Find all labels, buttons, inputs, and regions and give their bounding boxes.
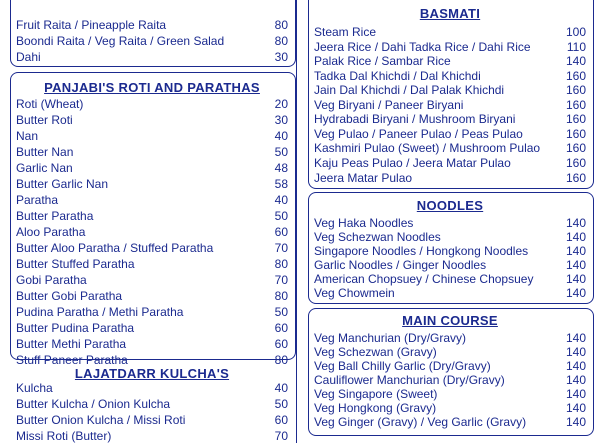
item-price: 20 (274, 97, 288, 111)
item-price: 80 (274, 34, 288, 48)
menu-item (16, 381, 288, 395)
item-price: 80 (274, 257, 288, 271)
item-price: 140 (565, 258, 586, 272)
item-name: Aloo Paratha (16, 225, 86, 239)
item-name: Roti (Wheat) (16, 97, 84, 111)
item-price: 110 (566, 40, 586, 54)
item-price: 50 (274, 209, 288, 223)
column-divider (296, 0, 297, 443)
roti-section-frame (10, 72, 296, 360)
main-course-section-frame (308, 308, 594, 436)
item-name: Veg Haka Noodles (314, 216, 414, 230)
item-name: Jeera Rice / Dahi Tadka Rice / Dahi Rice (314, 40, 531, 54)
item-price: 40 (274, 381, 288, 395)
item-price: 140 (565, 373, 586, 387)
section-heading-noodles: NOODLES (416, 198, 484, 213)
item-price: 140 (565, 230, 586, 244)
item-price: 160 (565, 127, 586, 141)
item-name: Butter Methi Paratha (16, 337, 127, 351)
item-name: Gobi Paratha (16, 273, 87, 287)
item-name: Butter Pudina Paratha (16, 321, 135, 335)
item-price: 58 (274, 177, 288, 191)
item-price: 140 (565, 216, 586, 230)
item-name: Kaju Peas Pulao / Jeera Matar Pulao (314, 156, 511, 170)
item-price: 60 (274, 225, 288, 239)
item-name: Veg Singapore (Sweet) (314, 387, 438, 401)
item-name: Veg Ginger (Gravy) / Veg Garlic (Gravy) (314, 415, 527, 429)
item-name: Veg Ball Chilly Garlic (Dry/Gravy) (314, 359, 491, 373)
item-price: 70 (274, 241, 288, 255)
item-price: 140 (565, 415, 586, 429)
item-price: 50 (274, 145, 288, 159)
item-name: Veg Hongkong (Gravy) (314, 401, 437, 415)
noodles-section-frame (308, 192, 594, 304)
item-name: Veg Schezwan (Gravy) (314, 345, 437, 359)
basmati-section-frame (308, 0, 594, 189)
item-price: 70 (274, 273, 288, 287)
item-name: Tadka Dal Khichdi / Dal Khichdi (314, 69, 481, 83)
item-name: American Chopsuey / Chinese Chopsuey (314, 272, 534, 286)
item-name: Paratha (16, 193, 59, 207)
item-name: Garlic Nan (16, 161, 73, 175)
item-price: 40 (274, 129, 288, 143)
item-name: Butter Kulcha / Onion Kulcha (16, 397, 171, 411)
item-price: 100 (565, 25, 586, 39)
item-price: 140 (565, 54, 586, 68)
item-price: 140 (565, 286, 586, 300)
item-price: 40 (274, 193, 288, 207)
raita-section-frame (10, 0, 296, 67)
item-name: Palak Rice / Sambar Rice (314, 54, 451, 68)
item-price: 160 (565, 112, 586, 126)
item-price: 140 (565, 244, 586, 258)
item-price: 50 (274, 305, 288, 319)
item-price: 60 (274, 337, 288, 351)
item-price: 80 (274, 353, 288, 367)
item-name: Stuff Paneer Paratha (16, 353, 128, 367)
item-name: Kashmiri Pulao (Sweet) / Mushroom Pulao (314, 141, 541, 155)
item-price: 160 (565, 69, 586, 83)
section-heading-basmati: BASMATI (419, 6, 481, 21)
item-name: Butter Roti (16, 113, 73, 127)
item-price: 60 (274, 321, 288, 335)
item-price: 50 (274, 397, 288, 411)
item-price: 140 (565, 359, 586, 373)
item-price: 140 (565, 401, 586, 415)
item-price: 160 (565, 98, 586, 112)
item-price: 160 (565, 141, 586, 155)
item-name: Garlic Noodles / Ginger Noodles (314, 258, 487, 272)
item-price: 140 (565, 387, 586, 401)
item-name: Steam Rice (314, 25, 377, 39)
item-price: 140 (565, 272, 586, 286)
item-name: Veg Schezwan Noodles (314, 230, 441, 244)
menu-item (16, 397, 288, 411)
item-price: 140 (565, 331, 586, 345)
item-name: Jeera Matar Pulao (314, 171, 413, 185)
item-price: 140 (565, 345, 586, 359)
item-name: Dahi (16, 50, 41, 64)
item-name: Veg Chowmein (314, 286, 395, 300)
item-price: 160 (565, 171, 586, 185)
item-price: 30 (274, 50, 288, 64)
item-name: Hydrabadi Biryani / Mushroom Biryani (314, 112, 516, 126)
item-name: Boondi Raita / Veg Raita / Green Salad (16, 34, 225, 48)
section-heading-kulcha: LAJATDARR KULCHA'S (74, 366, 230, 381)
section-heading-main-course: MAIN COURSE (402, 313, 498, 328)
item-name: Butter Nan (16, 145, 74, 159)
item-name: Jain Dal Khichdi / Dal Palak Khichdi (314, 83, 505, 97)
item-name: Veg Manchurian (Dry/Gravy) (314, 331, 467, 345)
item-price: 160 (565, 83, 586, 97)
item-name: Missi Roti (Butter) (16, 429, 112, 443)
item-name: Butter Paratha (16, 209, 94, 223)
item-name: Kulcha (16, 381, 53, 395)
item-name: Nan (16, 129, 39, 143)
item-name: Butter Onion Kulcha / Missi Roti (16, 413, 186, 427)
item-price: 80 (274, 18, 288, 32)
menu-item (16, 413, 288, 427)
item-price: 30 (274, 113, 288, 127)
item-price: 70 (274, 429, 288, 443)
item-price: 160 (565, 156, 586, 170)
item-name: Butter Aloo Paratha / Stuffed Paratha (16, 241, 214, 255)
item-price: 60 (274, 413, 288, 427)
item-name: Fruit Raita / Pineapple Raita (16, 18, 167, 32)
menu-item (16, 429, 288, 443)
item-name: Singapore Noodles / Hongkong Noodles (314, 244, 529, 258)
item-price: 48 (274, 161, 288, 175)
item-name: Veg Pulao / Paneer Pulao / Peas Pulao (314, 127, 523, 141)
item-price: 80 (274, 289, 288, 303)
item-name: Butter Stuffed Paratha (16, 257, 135, 271)
item-name: Cauliflower Manchurian (Dry/Gravy) (314, 373, 505, 387)
item-name: Butter Garlic Nan (16, 177, 109, 191)
item-name: Butter Gobi Paratha (16, 289, 123, 303)
item-name: Pudina Paratha / Methi Paratha (16, 305, 184, 319)
section-heading-roti: PANJABI'S ROTI AND PARATHAS (44, 80, 260, 95)
item-name: Veg Biryani / Paneer Biryani (314, 98, 464, 112)
